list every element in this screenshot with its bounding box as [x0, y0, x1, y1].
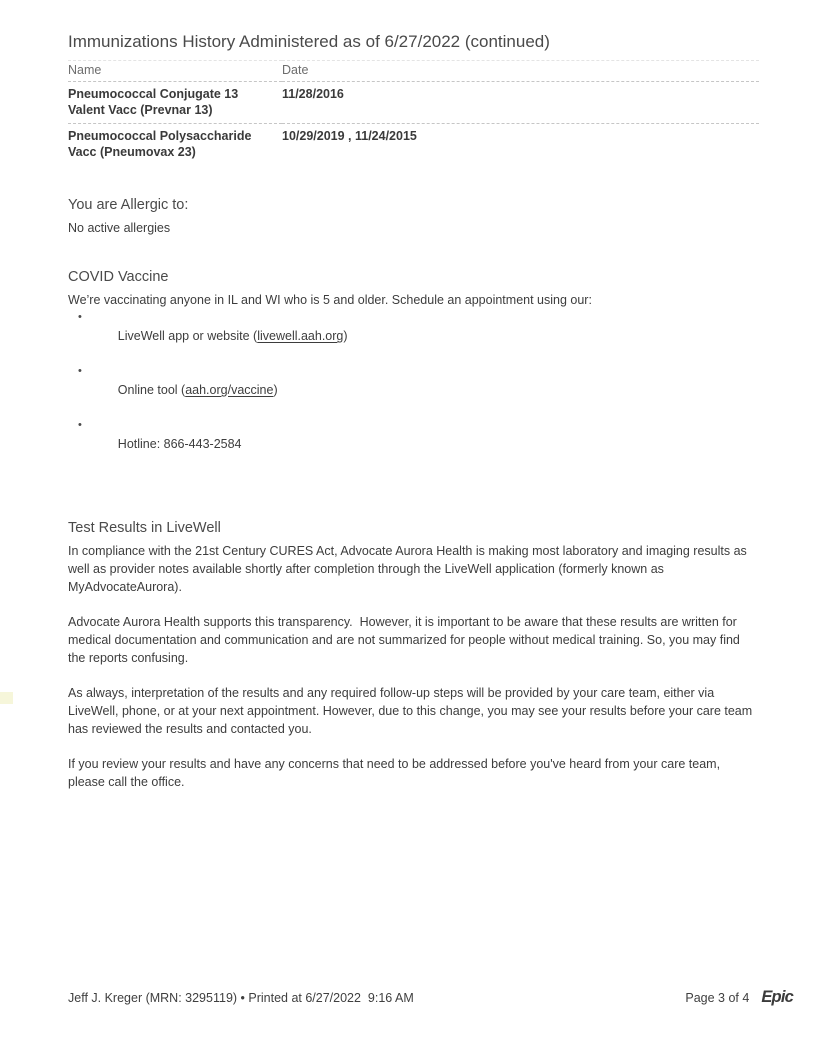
patient-print-info: Jeff J. Kreger (MRN: 3295119) • Printed at 6/27/2022 9:16 AM [68, 991, 414, 1005]
immunizations-table [68, 60, 759, 165]
column-header-date: Date [282, 61, 759, 82]
allergies-heading: You are Allergic to: [68, 197, 189, 213]
section-test-results [68, 519, 759, 791]
section-immunizations [68, 31, 759, 165]
epic-logo: Epic [761, 988, 793, 1006]
list-item [68, 309, 759, 363]
covid-intro: We’re vaccinating anyone in IL and WI who is 5 and older. Schedule an appointment using our: [68, 293, 592, 307]
document-content [68, 31, 759, 808]
bullet-text: Online tool ( [117, 383, 186, 397]
list-item [68, 417, 759, 471]
covid-heading: COVID Vaccine [68, 269, 169, 285]
table-row [68, 124, 759, 166]
bullet-text: Hotline: 866-443-2584 [117, 437, 242, 451]
vaccine-date: 11/28/2016 [282, 82, 759, 124]
vaccine-name: Pneumococcal Conjugate 13 Valent Vacc (Prevnar 13) [68, 82, 282, 124]
table-header-row [68, 61, 759, 82]
paragraph: In compliance with the 21st Century CURES Act, Advocate Aurora Health is making most laboratory and imaging results as well as provider notes available shortly after completion through the LiveWell application (formerly known as MyAdvocateAurora). [68, 544, 751, 594]
bullet-icon: • [78, 365, 82, 377]
paragraph: As always, interpretation of the results and any required follow-up steps will be provided by your care team, either via LiveWell, phone, or at your next appointment. However, due to this change, you may see your results before your care team has reviewed the results and contacted you. [68, 686, 756, 736]
footer-right-group [685, 988, 793, 1007]
table-row [68, 82, 759, 124]
paragraph: Advocate Aurora Health supports this transparency. However, it is important to be aware that these results are written for medical documentation and communication and are not summarized for people without medical training. So, you may find the reports confusing. [68, 615, 744, 665]
bullet-text: LiveWell app or website ( [117, 329, 258, 343]
vaccine-date: 10/29/2019 , 11/24/2015 [282, 129, 417, 143]
vaccine-name: Pneumococcal Polysaccharide Vacc (Pneumovax 23) [68, 129, 255, 159]
section-allergies [68, 196, 759, 237]
covid-bullet-list [68, 309, 759, 471]
bullet-icon: • [78, 311, 82, 323]
page-title: Immunizations History Administered as of 6/27/2022 (continued) [68, 32, 550, 51]
bullet-text: ) [273, 383, 278, 397]
paragraph: If you review your results and have any concerns that need to be addressed before you've heard from your care team, please call the office. [68, 757, 724, 789]
section-covid-vaccine [68, 268, 759, 471]
allergies-body: No active allergies [68, 221, 171, 235]
bullet-text: ) [343, 329, 348, 343]
list-item [68, 363, 759, 417]
test-results-heading: Test Results in LiveWell [68, 520, 221, 536]
page-footer [68, 988, 793, 1007]
vaccine-tool-link[interactable]: aah.org/vaccine [185, 383, 274, 397]
scan-artifact [0, 692, 13, 704]
livewell-link[interactable]: livewell.aah.org [257, 329, 344, 343]
column-header-name: Name [68, 61, 282, 82]
page-number: Page 3 of 4 [685, 991, 750, 1005]
bullet-icon: • [78, 419, 82, 431]
